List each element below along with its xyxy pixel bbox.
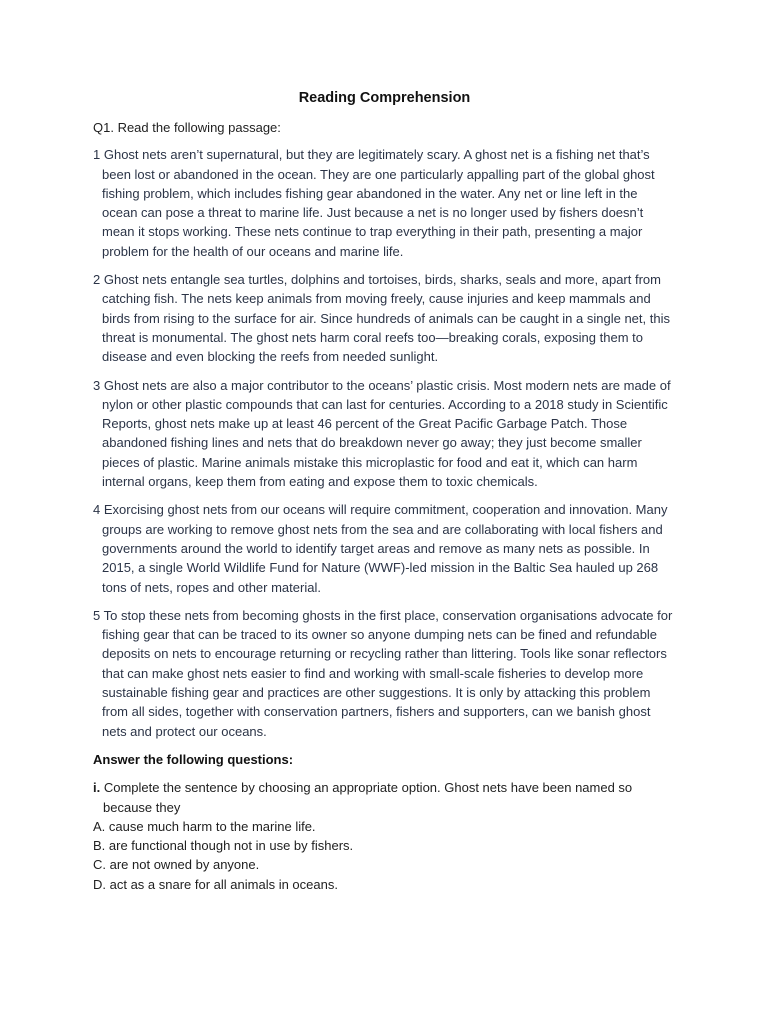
passage-paragraph-4 <box>93 500 676 596</box>
passage-paragraph-3 <box>93 376 676 492</box>
option-b: B. are functional though not in use by fishers. <box>93 838 354 854</box>
question-i <box>93 778 676 817</box>
paragraph-text: Exorcising ghost nets from our oceans will require commitment, cooperation and innovation. Many groups are working to remove ghost nets from the sea and are collaborating with local fishers and governments around the world to identify target areas and remove as many nets as possible. In 2015, a single World Wildlife Fund for Nature (WWF)-led mission in the Baltic Sea hauled up 268 tons of nets, ropes and other material. <box>102 502 668 595</box>
option-d: D. act as a snare for all animals in oceans. <box>93 876 338 892</box>
paragraph-number: 1 <box>93 147 101 163</box>
passage-paragraph-5 <box>93 606 676 741</box>
option-a: A. cause much harm to the marine life. <box>93 818 316 834</box>
passage-paragraph-1 <box>93 145 676 261</box>
option-c: C. are not owned by anyone. <box>93 857 260 873</box>
paragraph-text: To stop these nets from becoming ghosts in the first place, conservation organisations advocate for fishing gear that can be traced to its owner so anyone dumping nets can be fined and refundable deposits on nets to encourage returning or recycling rather than littering. Tools like sonar reflectors that can make ghost nets easier to find and working with small-scale fisheries to develop more sustainable fishing gear and practices are other suggestions. It is only by attacking this problem from all sides, together with conservation partners, fishers and supporters, can we banish ghost nets and protect our oceans. <box>102 607 673 739</box>
paragraph-number: 3 <box>93 377 101 393</box>
question-text: Complete the sentence by choosing an appropriate option. Ghost nets have been named so because they <box>103 780 633 815</box>
paragraph-number: 2 <box>93 272 101 288</box>
paragraph-text: Ghost nets aren’t supernatural, but they are legitimately scary. A ghost net is a fishing net that’s been lost or abandoned in the ocean. They are one particularly appalling part of the global ghost fishing problem, which includes fishing gear abandoned in the water. Any net or line left in the ocean can pose a threat to marine life. Just because a net is no longer used by fishers doesn’t mean it stops working. These nets continue to trap everything in their path, presenting a major problem for the health of our oceans and marine life. <box>102 147 655 259</box>
question-number: i. <box>93 780 101 796</box>
question-label: Q1. Read the following passage: <box>93 120 281 135</box>
paragraph-text: Ghost nets entangle sea turtles, dolphins and tortoises, birds, sharks, seals and more, apart from catching fish. The nets keep animals from moving freely, cause injuries and keep mammals and birds from rising to the surface for air. Since hundreds of animals can be caught in a single net, this threat is monumental. The ghost nets harm coral reefs too—breaking corals, exposing them to disease and even blocking the reefs from needed sunlight. <box>102 272 670 365</box>
paragraph-number: 4 <box>93 502 101 518</box>
passage-paragraph-2 <box>93 270 676 366</box>
paragraph-text: Ghost nets are also a major contributor to the oceans’ plastic crisis. Most modern nets are made of nylon or other plastic compounds that can last for centuries. According to a 2018 study in Scientific Reports, ghost nets make up at least 46 percent of the Great Pacific Garbage Patch. Those abandoned fishing lines and nets that do breakdown never go away; they just become smaller pieces of plastic. Marine animals mistake this microplastic for food and eat it, which can harm internal organs, keep them from eating and expose them to toxic chemicals. <box>102 377 671 490</box>
answer-options <box>93 817 676 894</box>
page-title: Reading Comprehension <box>298 90 471 106</box>
paragraph-number: 5 <box>93 607 101 623</box>
answer-heading: Answer the following questions: <box>93 751 294 767</box>
